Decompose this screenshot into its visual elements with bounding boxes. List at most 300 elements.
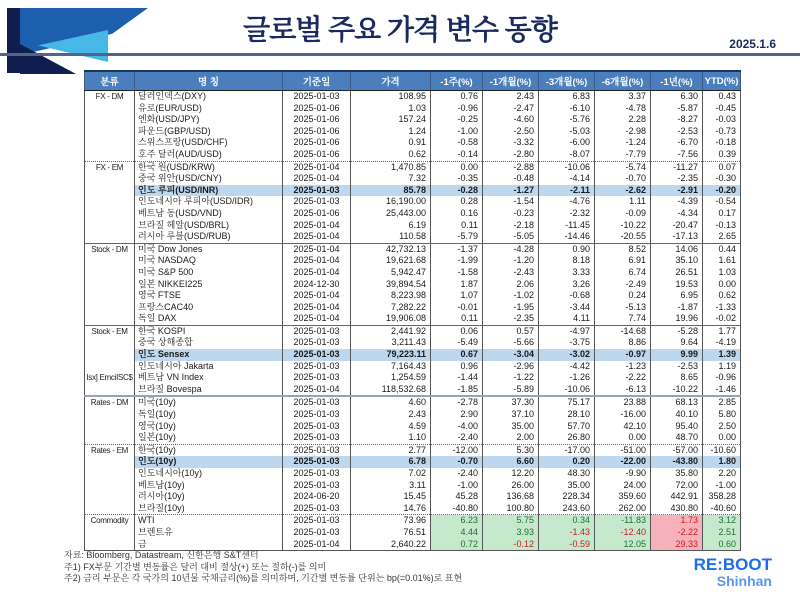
pct-cell: -1.44 [431, 372, 483, 384]
pct-cell: 26.00 [483, 480, 539, 492]
name-cell: 미국 NASDAQ [135, 255, 283, 267]
category-cell [85, 126, 135, 138]
pct-cell: 2.90 [431, 409, 483, 421]
pct-cell: 243.60 [539, 503, 595, 515]
pct-cell: -1.24 [595, 137, 651, 149]
pct-cell: -0.09 [595, 208, 651, 220]
price-cell: 2.77 [351, 444, 431, 456]
pct-cell: -10.60 [703, 444, 741, 456]
name-cell: 브라질 헤알(USD/BRL) [135, 220, 283, 232]
pct-cell: 24.00 [595, 480, 651, 492]
note-1: 주1) FX부문 기간별 변동률은 달러 대비 절상(+) 또는 절하(-)를 의미 [64, 561, 327, 572]
pct-cell: -10.06 [539, 161, 595, 173]
pct-cell: 359.60 [595, 491, 651, 503]
pct-cell: 14.06 [651, 243, 703, 255]
pct-cell: 42.10 [595, 421, 651, 433]
pct-cell: -3.75 [539, 337, 595, 349]
category-cell: Rates - EM [85, 444, 135, 456]
date-cell: 2025-01-03 [283, 432, 351, 444]
category-cell [85, 149, 135, 161]
category-cell: Commodity [85, 515, 135, 527]
reboot-shinhan-logo [694, 556, 772, 588]
category-cell: FX - DM [85, 91, 135, 103]
pct-cell: -2.96 [483, 361, 539, 373]
name-cell: 브렌트유 [135, 527, 283, 539]
name-cell: 인도 루피(USD/INR) [135, 185, 283, 197]
price-cell: 4.60 [351, 396, 431, 409]
pct-cell: -8.27 [651, 114, 703, 126]
pct-cell: -0.96 [431, 103, 483, 115]
pct-cell: 0.60 [703, 539, 741, 551]
price-cell: 85.78 [351, 185, 431, 197]
name-cell: 엔화(USD/JPY) [135, 114, 283, 126]
price-cell: 2,441.92 [351, 325, 431, 337]
pct-cell: 0.06 [431, 325, 483, 337]
pct-cell: 0.96 [431, 361, 483, 373]
date-cell: 2025-01-03 [283, 91, 351, 103]
name-cell: 한국 원(USD/KRW) [135, 161, 283, 173]
pct-cell: 442.91 [651, 491, 703, 503]
category-cell [85, 503, 135, 515]
pct-cell: 3.12 [703, 515, 741, 527]
pct-cell: -2.49 [595, 279, 651, 291]
date-cell: 2025-01-04 [283, 267, 351, 279]
category-cell [85, 208, 135, 220]
pct-cell: 28.10 [539, 409, 595, 421]
pct-cell: -2.35 [483, 313, 539, 325]
pct-cell: 29.33 [651, 539, 703, 551]
pct-cell: -0.01 [431, 302, 483, 314]
pct-cell: -43.80 [651, 456, 703, 468]
pct-cell: -2.78 [431, 396, 483, 409]
price-cell: 2,640.22 [351, 539, 431, 551]
pct-cell: -0.59 [539, 539, 595, 551]
pct-cell: -2.11 [539, 185, 595, 197]
pct-cell: -2.47 [483, 103, 539, 115]
pct-cell: 1.77 [703, 325, 741, 337]
pct-cell: -2.32 [539, 208, 595, 220]
price-cell: 1,470.85 [351, 161, 431, 173]
pct-cell: -2.18 [483, 220, 539, 232]
category-cell [85, 421, 135, 433]
price-table [84, 70, 741, 551]
date-cell: 2025-01-06 [283, 114, 351, 126]
name-cell: 달러인덱스(DXY) [135, 91, 283, 103]
pct-cell: 19.53 [651, 279, 703, 291]
date-cell: 2025-01-03 [283, 480, 351, 492]
column-header: 가격 [351, 71, 431, 91]
footnotes [64, 550, 462, 585]
category-cell [85, 384, 135, 397]
name-cell: 브라질(10y) [135, 503, 283, 515]
pct-cell: 12.20 [483, 468, 539, 480]
name-cell: 인도네시아 루피아(USD/IDR) [135, 196, 283, 208]
pct-cell: 2.85 [703, 396, 741, 409]
pct-cell: -2.91 [651, 185, 703, 197]
report-date: 2025.1.6 [729, 37, 776, 51]
category-cell [85, 527, 135, 539]
pct-cell: 37.10 [483, 409, 539, 421]
pct-cell: 2.06 [483, 279, 539, 291]
pct-cell: 358.28 [703, 491, 741, 503]
pct-cell: -0.35 [431, 173, 483, 185]
pct-cell: -4.14 [539, 173, 595, 185]
pct-cell: 0.00 [431, 161, 483, 173]
table-body [85, 91, 741, 551]
price-cell: 0.62 [351, 149, 431, 161]
pct-cell: -6.00 [539, 137, 595, 149]
pct-cell: 3.37 [595, 91, 651, 103]
price-cell: 4.59 [351, 421, 431, 433]
name-cell: 인도네시아(10y) [135, 468, 283, 480]
pct-cell: -14.46 [539, 231, 595, 243]
name-cell: 인도(10y) [135, 456, 283, 468]
pct-cell: -4.97 [539, 325, 595, 337]
pct-cell: -12.00 [431, 444, 483, 456]
category-cell [85, 491, 135, 503]
date-cell: 2025-01-03 [283, 456, 351, 468]
pct-cell: -4.28 [483, 243, 539, 255]
date-cell: 2025-01-04 [283, 302, 351, 314]
pct-cell: 1.73 [651, 515, 703, 527]
column-header: 기준일 [283, 71, 351, 91]
pct-cell: -2.35 [651, 173, 703, 185]
name-cell: 인도 Sensex [135, 349, 283, 361]
pct-cell: -0.03 [703, 114, 741, 126]
category-cell [85, 185, 135, 197]
pct-cell: -1.00 [703, 480, 741, 492]
category-cell [85, 456, 135, 468]
pct-cell: -0.70 [595, 173, 651, 185]
category-cell: FX - EM [85, 161, 135, 173]
pct-cell: -1.26 [539, 372, 595, 384]
category-cell [85, 409, 135, 421]
pct-cell: 8.65 [651, 372, 703, 384]
date-cell: 2024-12-30 [283, 279, 351, 291]
name-cell: 인도네시아 Jakarta [135, 361, 283, 373]
pct-cell: -17.13 [651, 231, 703, 243]
category-cell [85, 231, 135, 243]
source-note: 자료: Bloomberg, Datastream, 신한은행 S&T센터 [64, 550, 259, 560]
pct-cell: -0.20 [703, 185, 741, 197]
category-cell [85, 103, 135, 115]
date-cell: 2025-01-03 [283, 361, 351, 373]
pct-cell: 1.19 [703, 361, 741, 373]
pct-cell: -2.80 [483, 149, 539, 161]
pct-cell: -1.87 [651, 302, 703, 314]
pct-cell: -3.04 [483, 349, 539, 361]
price-cell: 8,223.98 [351, 290, 431, 302]
name-cell: WTI [135, 515, 283, 527]
pct-cell: 6.91 [595, 255, 651, 267]
pct-cell: 0.11 [431, 220, 483, 232]
pct-cell: 0.20 [539, 456, 595, 468]
pct-cell: 9.99 [651, 349, 703, 361]
pct-cell: 2.65 [703, 231, 741, 243]
name-cell: 미국(10y) [135, 396, 283, 409]
pct-cell: -1.33 [703, 302, 741, 314]
pct-cell: 35.00 [539, 480, 595, 492]
date-cell: 2025-01-04 [283, 173, 351, 185]
name-cell: 중국 위안(USD/CNY) [135, 173, 283, 185]
pct-cell: -5.03 [539, 126, 595, 138]
pct-cell: -1.02 [483, 290, 539, 302]
pct-cell: 1.03 [703, 267, 741, 279]
pct-cell: 0.00 [595, 432, 651, 444]
date-cell: 2025-01-04 [283, 290, 351, 302]
category-cell [85, 267, 135, 279]
pct-cell: 9.64 [651, 337, 703, 349]
pct-cell: 0.07 [703, 161, 741, 173]
pct-cell: 0.43 [703, 91, 741, 103]
name-cell: 베트남(10y) [135, 480, 283, 492]
price-cell: 73.96 [351, 515, 431, 527]
price-cell: 108.95 [351, 91, 431, 103]
name-cell: 프랑스CAC40 [135, 302, 283, 314]
pct-cell: -1.00 [431, 480, 483, 492]
price-cell: 1,254.59 [351, 372, 431, 384]
category-cell [85, 173, 135, 185]
name-cell: 일본 NIKKEI225 [135, 279, 283, 291]
pct-cell: -6.70 [651, 137, 703, 149]
pct-cell: 0.24 [595, 290, 651, 302]
pct-cell: 35.00 [483, 421, 539, 433]
pct-cell: 0.67 [431, 349, 483, 361]
pct-cell: -2.88 [483, 161, 539, 173]
pct-cell: 1.39 [703, 349, 741, 361]
category-cell [85, 220, 135, 232]
pct-cell: -9.90 [595, 468, 651, 480]
category-cell [85, 137, 135, 149]
name-cell: 영국(10y) [135, 421, 283, 433]
pct-cell: 35.80 [651, 468, 703, 480]
category-cell [85, 290, 135, 302]
pct-cell: -0.18 [703, 137, 741, 149]
date-cell: 2025-01-03 [283, 185, 351, 197]
name-cell: 호주 달러(AUD/USD) [135, 149, 283, 161]
price-cell: 157.24 [351, 114, 431, 126]
pct-cell: -4.78 [595, 103, 651, 115]
pct-cell: -20.55 [595, 231, 651, 243]
pct-cell: -1.43 [539, 527, 595, 539]
pct-cell: -7.79 [595, 149, 651, 161]
category-cell [85, 313, 135, 325]
table-head [85, 71, 741, 91]
pct-cell: 100.80 [483, 503, 539, 515]
date-cell: 2025-01-06 [283, 149, 351, 161]
name-cell: 베트남 VN Index [135, 372, 283, 384]
pct-cell: 0.39 [703, 149, 741, 161]
price-cell: 118,532.68 [351, 384, 431, 397]
date-cell: 2025-01-06 [283, 208, 351, 220]
pct-cell: 6.83 [539, 91, 595, 103]
pct-cell: -4.34 [651, 208, 703, 220]
pct-cell: 8.86 [595, 337, 651, 349]
pct-cell: -0.54 [703, 196, 741, 208]
pct-cell: 0.44 [703, 243, 741, 255]
price-cell: 25,443.00 [351, 208, 431, 220]
column-header: -1년(%) [651, 71, 703, 91]
pct-cell: 0.00 [703, 432, 741, 444]
price-cell: 1.24 [351, 126, 431, 138]
pct-cell: 430.80 [651, 503, 703, 515]
name-cell: 일본(10y) [135, 432, 283, 444]
pct-cell: -0.68 [539, 290, 595, 302]
pct-cell: -1.95 [483, 302, 539, 314]
pct-cell: -0.48 [483, 173, 539, 185]
price-cell: 7,164.43 [351, 361, 431, 373]
category-cell [85, 539, 135, 551]
date-cell: 2025-01-06 [283, 137, 351, 149]
pct-cell: -0.28 [431, 185, 483, 197]
name-cell: 한국 KOSPI [135, 325, 283, 337]
date-cell: 2025-01-04 [283, 384, 351, 397]
pct-cell: 228.34 [539, 491, 595, 503]
pct-cell: 3.93 [483, 527, 539, 539]
pct-cell: -5.28 [651, 325, 703, 337]
price-cell: 2.43 [351, 409, 431, 421]
pct-cell: -40.80 [431, 503, 483, 515]
pct-cell: -2.53 [651, 126, 703, 138]
pct-cell: -1.23 [595, 361, 651, 373]
name-cell: 러시아(10y) [135, 491, 283, 503]
name-cell: 영국 FTSE [135, 290, 283, 302]
price-cell: 39,894.54 [351, 279, 431, 291]
pct-cell: -1.54 [483, 196, 539, 208]
category-cell [85, 255, 135, 267]
pct-cell: 0.90 [539, 243, 595, 255]
column-header: YTD(%) [703, 71, 741, 91]
date-cell: 2025-01-03 [283, 196, 351, 208]
price-cell: 5,942.47 [351, 267, 431, 279]
pct-cell: -1.00 [431, 126, 483, 138]
pct-cell: 23.88 [595, 396, 651, 409]
name-cell: 파운드(GBP/USD) [135, 126, 283, 138]
pct-cell: 7.74 [595, 313, 651, 325]
category-cell [85, 468, 135, 480]
pct-cell: -2.62 [595, 185, 651, 197]
price-cell: 1.10 [351, 432, 431, 444]
pct-cell: 0.11 [431, 313, 483, 325]
name-cell: 독일(10y) [135, 409, 283, 421]
price-cell: 7.32 [351, 173, 431, 185]
pct-cell: 48.70 [651, 432, 703, 444]
pct-cell: -2.22 [595, 372, 651, 384]
price-cell: 6.19 [351, 220, 431, 232]
pct-cell: -3.44 [539, 302, 595, 314]
pct-cell: -1.22 [483, 372, 539, 384]
category-cell: Stock - DM [85, 243, 135, 255]
pct-cell: -10.22 [651, 384, 703, 397]
name-cell: 금 [135, 539, 283, 551]
pct-cell: -3.32 [483, 137, 539, 149]
pct-cell: 5.75 [483, 515, 539, 527]
pct-cell: -12.40 [595, 527, 651, 539]
pct-cell: 5.80 [703, 409, 741, 421]
pct-cell: -2.98 [595, 126, 651, 138]
pct-cell: -1.27 [483, 185, 539, 197]
pct-cell: -1.85 [431, 384, 483, 397]
pct-cell: -0.70 [431, 456, 483, 468]
name-cell: 러시아 루블(USD/RUB) [135, 231, 283, 243]
pct-cell: -0.73 [703, 126, 741, 138]
category-cell: Stock - EM [85, 325, 135, 337]
pct-cell: -0.13 [703, 220, 741, 232]
pct-cell: -0.12 [483, 539, 539, 551]
pct-cell: 12.05 [595, 539, 651, 551]
pct-cell: 5.30 [483, 444, 539, 456]
pct-cell: -17.00 [539, 444, 595, 456]
pct-cell: -5.49 [431, 337, 483, 349]
pct-cell: 0.72 [431, 539, 483, 551]
category-cell [85, 114, 135, 126]
pct-cell: 0.00 [703, 279, 741, 291]
pct-cell: -4.00 [431, 421, 483, 433]
pct-cell: -0.96 [703, 372, 741, 384]
price-cell: 3.11 [351, 480, 431, 492]
pct-cell: -22.00 [595, 456, 651, 468]
pct-cell: 6.60 [483, 456, 539, 468]
pct-cell: 6.30 [651, 91, 703, 103]
pct-cell: -5.74 [595, 161, 651, 173]
pct-cell: 2.28 [595, 114, 651, 126]
pct-cell: 1.07 [431, 290, 483, 302]
pct-cell: -0.02 [703, 313, 741, 325]
pct-cell: 35.10 [651, 255, 703, 267]
price-cell: 15.45 [351, 491, 431, 503]
price-cell: 76.51 [351, 527, 431, 539]
price-cell: 1.03 [351, 103, 431, 115]
pct-cell: -40.60 [703, 503, 741, 515]
date-cell: 2025-01-04 [283, 313, 351, 325]
date-cell: 2025-01-04 [283, 539, 351, 551]
category-cell: Isx] EmciISC$ [86, 373, 133, 383]
pct-cell: 95.40 [651, 421, 703, 433]
pct-cell: 4.44 [431, 527, 483, 539]
date-cell: 2025-01-03 [283, 396, 351, 409]
pct-cell: 1.80 [703, 456, 741, 468]
pct-cell: 2.50 [703, 421, 741, 433]
pct-cell: 48.30 [539, 468, 595, 480]
pct-cell: -4.39 [651, 196, 703, 208]
date-cell: 2025-01-03 [283, 503, 351, 515]
name-cell: 미국 S&P 500 [135, 267, 283, 279]
pct-cell: -2.50 [483, 126, 539, 138]
date-cell: 2025-01-03 [283, 421, 351, 433]
column-header: 명 칭 [135, 71, 283, 91]
pct-cell: 0.17 [703, 208, 741, 220]
column-header: -3개월(%) [539, 71, 595, 91]
name-cell: 중국 상해종합 [135, 337, 283, 349]
pct-cell: -5.13 [595, 302, 651, 314]
note-2: 주2) 금리 부문은 각 국가의 10년물 국채금리(%)를 의미하며, 기간별 변동률 단위는 bp(=0.01%)로 표현 [64, 573, 463, 583]
name-cell: 베트남 동(USD/VND) [135, 208, 283, 220]
pct-cell: 26.51 [651, 267, 703, 279]
price-cell: 110.58 [351, 231, 431, 243]
pct-cell: 0.62 [703, 290, 741, 302]
pct-cell: -5.87 [651, 103, 703, 115]
pct-cell: 3.26 [539, 279, 595, 291]
date-cell: 2025-01-03 [283, 527, 351, 539]
pct-cell: -6.10 [539, 103, 595, 115]
pct-cell: 4.11 [539, 313, 595, 325]
pct-cell: -5.66 [483, 337, 539, 349]
pct-cell: -16.00 [595, 409, 651, 421]
name-cell: 미국 Dow Jones [135, 243, 283, 255]
date-cell: 2025-01-04 [283, 220, 351, 232]
pct-cell: 45.28 [431, 491, 483, 503]
date-cell: 2025-01-03 [283, 337, 351, 349]
